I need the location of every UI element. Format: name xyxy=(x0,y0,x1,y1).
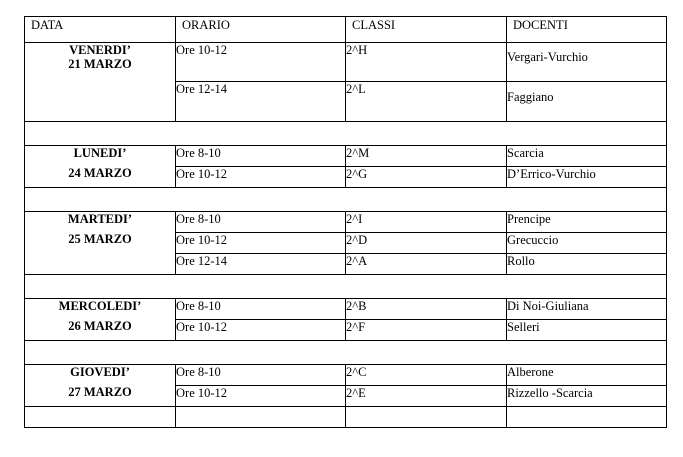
orario-cell: Ore 10-12 xyxy=(176,386,346,407)
empty-cell xyxy=(507,407,667,428)
orario-cell: Ore 8-10 xyxy=(176,146,346,167)
classe-cell: 2^G xyxy=(346,167,507,188)
classe-cell: 2^H xyxy=(346,43,507,82)
orario-cell: Ore 8-10 xyxy=(176,212,346,233)
docenti-cell: Alberone xyxy=(507,365,667,386)
classe-cell: 2^D xyxy=(346,233,507,254)
empty-cell xyxy=(25,407,176,428)
classe-cell: 2^B xyxy=(346,299,507,320)
day-cell xyxy=(25,43,176,122)
docenti-cell: Faggiano xyxy=(507,82,667,122)
day-cell xyxy=(25,146,176,188)
classe-cell: 2^M xyxy=(346,146,507,167)
day-name: MARTEDI’ xyxy=(67,212,133,226)
orario-cell: Ore 10-12 xyxy=(176,320,346,341)
empty-cell xyxy=(346,407,507,428)
table-row xyxy=(25,212,667,233)
spacer-row xyxy=(25,341,667,365)
header-docenti: DOCENTI xyxy=(507,17,667,43)
spacer-row xyxy=(25,188,667,212)
schedule-table xyxy=(24,16,667,428)
orario-cell: Ore 12-14 xyxy=(176,254,346,275)
table-header-row xyxy=(25,17,667,43)
header-data: DATA xyxy=(25,17,176,43)
empty-cell xyxy=(176,407,346,428)
day-cell xyxy=(25,299,176,341)
spacer-cell xyxy=(25,188,667,212)
docenti-cell: Grecuccio xyxy=(507,233,667,254)
classe-cell: 2^E xyxy=(346,386,507,407)
classe-cell: 2^I xyxy=(346,212,507,233)
docenti-cell: Scarcia xyxy=(507,146,667,167)
table-row xyxy=(25,43,667,82)
day-name: LUNEDI’ xyxy=(73,146,127,160)
orario-cell: Ore 8-10 xyxy=(176,365,346,386)
day-date: 24 MARZO xyxy=(68,166,132,181)
day-name: GIOVEDI’ xyxy=(70,365,130,379)
docenti-cell: Di Noi-Giuliana xyxy=(507,299,667,320)
orario-cell: Ore 10-12 xyxy=(176,167,346,188)
orario-cell: Ore 12-14 xyxy=(176,82,346,122)
day-cell xyxy=(25,212,176,275)
header-orario: ORARIO xyxy=(176,17,346,43)
orario-cell: Ore 10-12 xyxy=(176,43,346,82)
empty-row xyxy=(25,407,667,428)
day-date: 25 MARZO xyxy=(68,232,132,247)
day-date: 27 MARZO xyxy=(68,385,132,400)
classe-cell: 2^F xyxy=(346,320,507,341)
docenti-cell: Prencipe xyxy=(507,212,667,233)
header-classi: CLASSI xyxy=(346,17,507,43)
docenti-cell: Selleri xyxy=(507,320,667,341)
docenti-cell: D’Errico-Vurchio xyxy=(507,167,667,188)
day-date: 26 MARZO xyxy=(68,319,132,334)
spacer-cell xyxy=(25,122,667,146)
table-row xyxy=(25,365,667,386)
docenti-cell: Vergari-Vurchio xyxy=(507,43,667,82)
spacer-cell xyxy=(25,341,667,365)
spacer-cell xyxy=(25,275,667,299)
day-cell xyxy=(25,365,176,407)
day-date: 21 MARZO xyxy=(68,57,132,72)
day-name: VENERDI’ xyxy=(69,43,131,57)
docenti-cell: Rollo xyxy=(507,254,667,275)
classe-cell: 2^A xyxy=(346,254,507,275)
docenti-cell: Rizzello -Scarcia xyxy=(507,386,667,407)
spacer-row xyxy=(25,122,667,146)
orario-cell: Ore 10-12 xyxy=(176,233,346,254)
table-row xyxy=(25,299,667,320)
day-name: MERCOLEDI’ xyxy=(58,299,142,313)
orario-cell: Ore 8-10 xyxy=(176,299,346,320)
table-row xyxy=(25,146,667,167)
spacer-row xyxy=(25,275,667,299)
classe-cell: 2^L xyxy=(346,82,507,122)
classe-cell: 2^C xyxy=(346,365,507,386)
